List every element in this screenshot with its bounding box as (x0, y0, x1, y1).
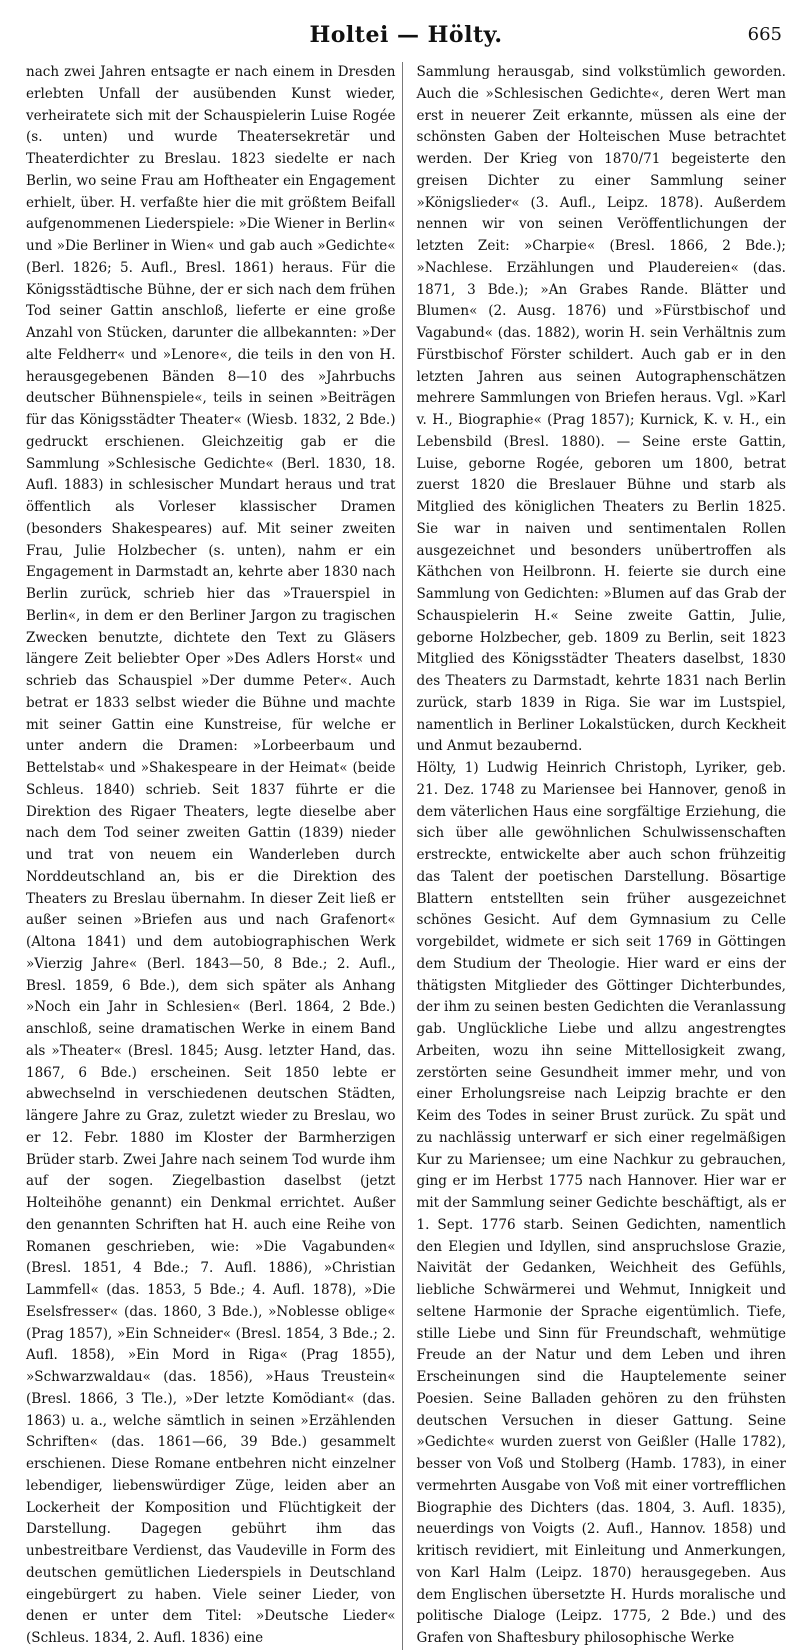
paragraph: nach zwei Jahren entsagte er nach einem in Dresden erlebten Unfall der ausübenden Kunst wieder, verheiratete sich mit der Schauspielerin Luise Rogée (s. unten) und wurde Theatersekretär und Theaterdichter zu Breslau. 1823 siedelte er nach Berlin, wo seine Frau am Hoftheater ein Engagement erhielt, über. H. verfaßte hier die mit größtem Beifall aufgenommenen Liederspiele: »Die Wiener in Berlin« und »Die Berliner in Wien« und gab auch »Gedichte« (Berl. 1826; 5. Aufl., Bresl. 1861) heraus. Für die Königsstädtische Bühne, der er sich nach dem frühen Tod seiner Gattin anschloß, lieferte er eine große Anzahl von Stücken, darunter die allbekannten: »Der alte Feldherr« und »Lenore«, die teils in den von H. herausgegebenen Bänden 8—10 des »Jahrbuchs deutscher Bühnenspiele«, teils in seinen »Beiträgen für das Königsstädter Theater« (Wiesb. 1832, 2 Bde.) gedruckt erschienen. Gleichzeitig gab er die Sammlung »Schlesische Gedichte« (Berl. 1830, 18. Aufl. 1883) in schlesischer Mundart heraus und trat öffentlich als Vorleser klassischer Dramen (besonders Shakespeares) auf. Mit seiner zweiten Frau, Julie Holzbecher (s. unten), nahm er ein Engagement in Darmstadt an, kehrte aber 1830 nach Berlin zurück, schrieb hier das »Trauerspiel in Berlin«, in dem er den Berliner Jargon zu tragischen Zwecken benutzte, dichtete den Text zu Gläsers längere Zeit beliebter Oper »Des Adlers Horst« und schrieb das Schauspiel »Der dumme Peter«. Auch betrat er 1833 selbst wieder die Bühne und machte mit seiner Gattin eine Kunstreise, für welche er unter andern die Dramen: »Lorbeerbaum und Bettelstab« und »Shakespeare in der Heimat« (beide Schleus. 1840) schrieb. Seit 1837 führte er die Direktion des Rigaer Theaters, legte dieselbe aber nach dem Tod seiner zweiten Gattin (1839) nieder und trat von neuem ein Wanderleben durch Norddeutschland an, bis er die Direktion des Theaters zu Breslau übernahm. In dieser Zeit ließ er außer seinen »Briefen aus und nach Grafenort« (Altona 1841) und dem autobiographischen Werk »Vierzig Jahre« (Berl. 1843—50, 8 Bde.; 2. Aufl., Bresl. 1859, 6 Bde.), dem sich später als Anhang »Noch ein Jahr in Schlesien« (Berl. 1864, 2 Bde.) anschloß, seine dramatischen Werke in einem Band als »Theater« (Bresl. 1845; Ausg. letzter Hand, das. 1867, 6 Bde.) erscheinen. Seit 1850 lebte er abwechselnd in verschiedenen deutschen Städten, längere Jahre zu Graz, zuletzt wieder zu Breslau, wo er 12. Febr. 1880 im Kloster der Barmherzigen Brüder starb. Zwei Jahre nach seinem Tod wurde ihm auf der sogen. Ziegelbastion daselbst (jetzt Holteihöhe genannt) ein Denkmal errichtet. Außer den genannten Schriften hat H. auch eine Reihe von Romanen geschrieben, wie: »Die Vagabunden« (Bresl. 1851, 4 Bde.; 7. Aufl. 1886), »Christian Lammfell« (das. 1853, 5 Bde.; 4. Aufl. 1878), »Die Eselsfresser« (das. 1860, 3 Bde.), »Noblesse oblige« (Prag 1857), »Ein Schneider« (Bresl. 1854, 3 Bde.; 2. Aufl. 1858), »Ein Mord in Riga« (Prag 1855), »Schwarzwaldau« (das. 1856), »Haus Treustein« (Bresl. 1866, 3 Tle.), »Der letzte Komödiant« (das. 1863) u. a., welche sämtlich in seinen »Erzählenden Schriften« (das. 1861—66, 39 Bde.) gesammelt erschienen. Diese Romane entbehren nicht einzelner lebendiger, liebenswürdiger Züge, leiden aber an Lockerheit der Komposition und Flüchtigkeit der Darstellung. Dagegen gebührt ihm das unbestreitbare Verdienst, das Vaudeville in Form des deutschen gemütlichen Liederspiels in Deutschland eingebürgert zu haben. Viele seiner Lieder, von denen er unter dem Titel: »Deutsche Lieder« (Schleus. 1834, 2. Aufl. 1836) eine (26, 64, 396, 1646)
page-header (26, 18, 786, 52)
entry-hoelty: Hölty, 1) Ludwig Heinrich Christoph, Lyriker, geb. 21. Dez. 1748 zu Mariensee bei Hannover, genoß in dem väterlichen Haus eine sorgfältige Erziehung, die sich über alle gewöhnlichen Schulwissenschaften erstreckte, entwickelte aber auch schon frühzeitig das Talent der poetischen Darstellung. Bösartige Blattern entstellten sein früher ausgezeichnet schönes Gesicht. Auf dem Gymnasium zu Celle vorgebildet, widmete er sich seit 1769 in Göttingen dem Studium der Theologie. Hier ward er eins der thätigsten Mitglieder des Göttinger Dichterbundes, der ihm zu seinen besten Gedichten die Veranlassung gab. Unglückliche Liebe und allzu angestrengtes Arbeiten, wozu ihn seine Mittellosigkeit zwang, zerstörten seine Gesundheit immer mehr, und von einer Erholungsreise nach Leipzig brachte er den Keim des Todes in seiner Brust zurück. Zu spät und zu nachlässig unterwarf er sich einer regelmäßigen Kur zu Mariensee; um eine Nachkur zu gebrauchen, ging er im Herbst 1775 nach Hannover. Hier war er mit der Sammlung seiner Gedichte beschäftigt, als er 1. Sept. 1776 starb. Seinen Gedichten, namentlich den Elegien und Idyllen, sind anspruchslose Grazie, Naivität der Gedanken, Weichheit des Gefühls, liebliche Schwärmerei und Wehmut, Innigkeit und seltene Harmonie der Sprache eigentümlich. Tiefe, stille Liebe und Sinn für Freundschaft, wehmütige Freude an der Natur und dem Leben und ihren Erscheinungen sind die Hauptelemente seiner Poesien. Seine Balladen gehören zu den frühsten deutschen Versuchen in dieser Gattung. Seine »Gedichte« wurden zuerst von Geißler (Halle 1782), besser von Voß und Stolberg (Hamb. 1783), in einer vermehrten Ausgabe von Voß mit einer vortrefflichen Biographie des Dichters (das. 1804, 3. Aufl. 1835), neuerdings von Voigts (2. Aufl., Hannov. 1858) und kritisch revidiert, mit Einleitung und Anmerkungen, von Karl Halm (Leipz. 1870) herausgegeben. Aus dem Englischen übersetzte H. Hurds moralische und politische Dialoge (Leipz. 1775, 2 Bde.) und des Grafen von Shaftesbury philosophische Werke (416, 760, 786, 1646)
right-column (417, 62, 787, 1650)
page-number: 665 (747, 24, 782, 45)
text-columns (26, 62, 786, 1650)
paragraph: Sammlung herausgab, sind volkstümlich geworden. Auch die »Schlesischen Gedichte«, deren Wert man erst in neuerer Zeit erkannte, müssen als eine der schönsten Gaben der Holteischen Muse betrachtet werden. Der Krieg von 1870/71 begeisterte den greisen Dichter zu einer Sammlung seiner »Königslieder« (3. Aufl., Leipz. 1878). Außerdem nennen wir von seinen Veröffentlichungen der letzten Zeit: »Charpie« (Bresl. 1866, 2 Bde.); »Nachlese. Erzählungen und Plaudereien« (das. 1871, 3 Bde.); »An Grabes Rande. Blätter und Blumen« (2. Ausg. 1876) und »Fürstbischof und Vagabund« (das. 1882), worin H. sein Verhältnis zum Fürstbischof Förster schildert. Auch gab er in den letzten Jahren aus seinen Autographenschätzen mehrere Sammlungen von Briefen heraus. Vgl. »Karl v. H., Biographie« (Prag 1857); Kurnick, K. v. H., ein Lebensbild (Bresl. 1880). — Seine erste Gattin, Luise, geborne Rogée, geboren um 1800, betrat zuerst 1820 die Breslauer Bühne und starb als Mitglied des königlichen Theaters zu Berlin 1825. Sie war in naiven und sentimentalen Rollen ausgezeichnet und besonders unübertroffen als Käthchen von Heilbronn. H. feierte sie durch eine Sammlung von Gedichten: »Blumen auf das Grab der Schauspielerin H.« Seine zweite Gattin, Julie, geborne Holzbecher, geb. 1809 zu Berlin, seit 1823 Mitglied des Königsstädter Theaters daselbst, 1830 des Theaters zu Darmstadt, kehrte 1831 nach Berlin zurück, starb 1839 in Riga. Sie war im Lustspiel, namentlich in Berliner Lokalstücken, durch Keckheit und Anmut bezaubernd. (416, 64, 786, 755)
left-column (26, 62, 403, 1650)
running-title: Holtei — Hölty. (309, 22, 503, 48)
